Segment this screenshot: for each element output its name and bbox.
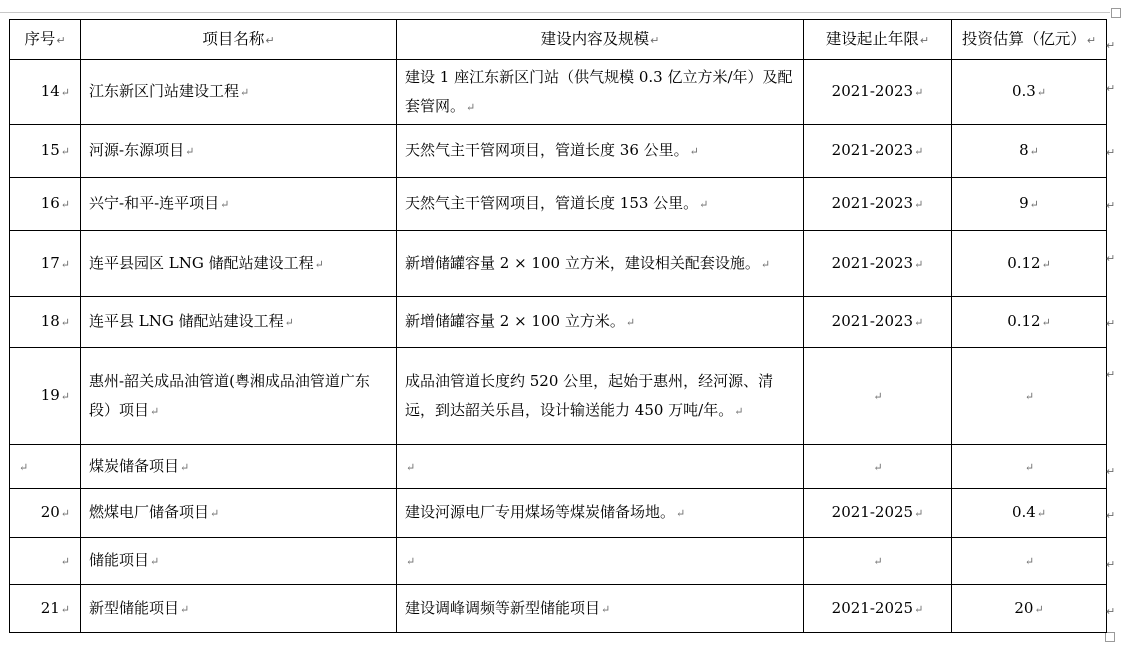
- cell-number: ↵: [10, 445, 81, 489]
- cell-investment: 0.3↵: [952, 60, 1107, 125]
- table-row: [10, 538, 1107, 585]
- table-row: [10, 348, 1107, 445]
- row-end-mark: ↵: [1106, 82, 1116, 95]
- cell-investment: 0.12↵: [952, 231, 1107, 297]
- row-end-mark: ↵: [1106, 146, 1116, 159]
- cell-content: 新增储罐容量 2 × 100 立方米，建设相关配套设施。↵: [397, 231, 804, 297]
- page-top-rule: [0, 12, 1110, 13]
- cell-name: 连平县园区 LNG 储配站建设工程↵: [81, 231, 397, 297]
- header-cell-content: 建设内容及规模↵: [397, 20, 804, 60]
- cell-investment: 8↵: [952, 125, 1107, 178]
- cell-years: 2021-2025↵: [804, 489, 952, 538]
- table-header-row: [10, 20, 1107, 60]
- cell-name: 惠州-韶关成品油管道(粤湘成品油管道广东段）项目↵: [81, 348, 397, 445]
- cell-years: 2021-2023↵: [804, 178, 952, 231]
- cell-content: 天然气主干管网项目，管道长度 153 公里。↵: [397, 178, 804, 231]
- cell-name: 新型储能项目↵: [81, 585, 397, 633]
- cell-name: 兴宁-和平-连平项目↵: [81, 178, 397, 231]
- table-resize-handle-bottom[interactable]: [1105, 632, 1115, 642]
- cell-investment: 0.12↵: [952, 297, 1107, 348]
- cell-years: 2021-2023↵: [804, 60, 952, 125]
- row-end-mark: ↵: [1106, 317, 1116, 330]
- cell-years: ↵: [804, 538, 952, 585]
- row-end-mark: ↵: [1106, 465, 1116, 478]
- cell-years: 2021-2023↵: [804, 297, 952, 348]
- row-end-mark: ↵: [1106, 39, 1116, 52]
- cell-name: 储能项目↵: [81, 538, 397, 585]
- cell-years: ↵: [804, 348, 952, 445]
- table-row: [10, 489, 1107, 538]
- cell-investment: 20↵: [952, 585, 1107, 633]
- cell-content: 成品油管道长度约 520 公里，起始于惠州，经河源、清远，到达韶关乐昌，设计输送能力 450 万吨/年。↵: [397, 348, 804, 445]
- table-row: [10, 60, 1107, 125]
- cell-number: 16↵: [10, 178, 81, 231]
- cell-years: ↵: [804, 445, 952, 489]
- row-end-mark: ↵: [1106, 605, 1116, 618]
- header-cell-investment: 投资估算（亿元）↵: [952, 20, 1107, 60]
- cell-content: 建设调峰调频等新型储能项目↵: [397, 585, 804, 633]
- cell-number: 14↵: [10, 60, 81, 125]
- cell-number: 18↵: [10, 297, 81, 348]
- cell-content: 建设 1 座江东新区门站（供气规模 0.3 亿立方米/年）及配套管网。↵: [397, 60, 804, 125]
- header-cell-years: 建设起止年限↵: [804, 20, 952, 60]
- header-cell-number: 序号↵: [10, 20, 81, 60]
- cell-number: 20↵: [10, 489, 81, 538]
- cell-years: 2021-2025↵: [804, 585, 952, 633]
- row-end-mark: ↵: [1106, 368, 1116, 381]
- header-cell-name: 项目名称↵: [81, 20, 397, 60]
- table-row: [10, 125, 1107, 178]
- cell-investment: ↵: [952, 445, 1107, 489]
- cell-number: 21↵: [10, 585, 81, 633]
- cell-investment: ↵: [952, 348, 1107, 445]
- table-row: [10, 445, 1107, 489]
- row-end-mark: ↵: [1106, 509, 1116, 522]
- cell-content: ↵: [397, 445, 804, 489]
- table-resize-handle-top[interactable]: [1111, 8, 1121, 18]
- cell-content: 新增储罐容量 2 × 100 立方米。↵: [397, 297, 804, 348]
- table-row: [10, 297, 1107, 348]
- table-row: [10, 231, 1107, 297]
- cell-number: 19↵: [10, 348, 81, 445]
- cell-investment: 0.4↵: [952, 489, 1107, 538]
- projects-table: [9, 19, 1107, 633]
- cell-content: 建设河源电厂专用煤场等煤炭储备场地。↵: [397, 489, 804, 538]
- cell-name: 江东新区门站建设工程↵: [81, 60, 397, 125]
- cell-investment: 9↵: [952, 178, 1107, 231]
- cell-name: 河源-东源项目↵: [81, 125, 397, 178]
- cell-number: 15↵: [10, 125, 81, 178]
- cell-years: 2021-2023↵: [804, 125, 952, 178]
- cell-investment: ↵: [952, 538, 1107, 585]
- cell-number: ↵: [10, 538, 81, 585]
- cell-content: ↵: [397, 538, 804, 585]
- cell-number: 17↵: [10, 231, 81, 297]
- row-end-mark: ↵: [1106, 252, 1116, 265]
- cell-years: 2021-2023↵: [804, 231, 952, 297]
- cell-name: 煤炭储备项目↵: [81, 445, 397, 489]
- row-end-mark: ↵: [1106, 199, 1116, 212]
- table-row: [10, 178, 1107, 231]
- table-row: [10, 585, 1107, 633]
- cell-name: 燃煤电厂储备项目↵: [81, 489, 397, 538]
- cell-name: 连平县 LNG 储配站建设工程↵: [81, 297, 397, 348]
- cell-content: 天然气主干管网项目，管道长度 36 公里。↵: [397, 125, 804, 178]
- row-end-mark: ↵: [1106, 558, 1116, 571]
